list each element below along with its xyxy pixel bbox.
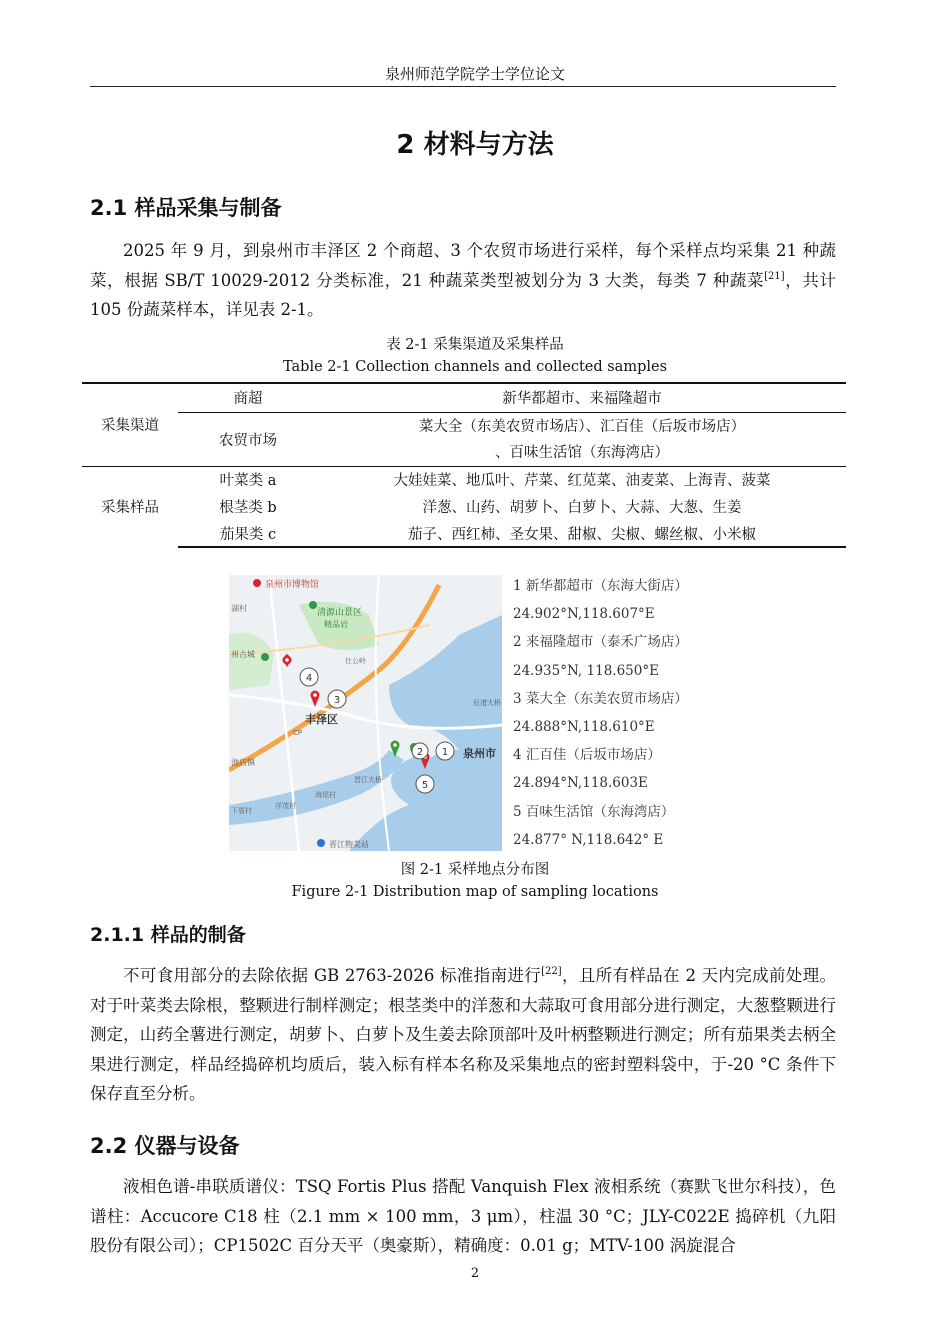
map-pin-red bbox=[311, 691, 320, 708]
table-2-1 bbox=[82, 382, 846, 548]
section-2-1-1-heading: 2.1.1 样品的制备 bbox=[90, 924, 246, 946]
legend-coord: 24.877° N,118.642° E bbox=[513, 831, 664, 848]
table-caption-cn: 表 2-1 采集渠道及采集样品 bbox=[386, 337, 564, 353]
legend-name: 2 来福隆超市（泰禾广场店） bbox=[513, 634, 688, 651]
map-label: 洋茂村 bbox=[275, 802, 296, 810]
map-label: 海尾村 bbox=[315, 791, 336, 799]
park-icon bbox=[261, 653, 269, 661]
map-marker-4 bbox=[300, 668, 318, 686]
map-label: 泉州市 bbox=[463, 747, 496, 760]
map-label: 下厝村 bbox=[231, 807, 252, 815]
map-label: 仕公岭 bbox=[345, 657, 366, 665]
legend-coord: 24.888°N,118.610°E bbox=[513, 718, 655, 735]
svg-text:2: 2 bbox=[416, 747, 424, 758]
svg-text:5: 5 bbox=[421, 780, 429, 791]
legend-name: 3 菜大全（东美农贸市场店） bbox=[513, 690, 688, 707]
section-2-1-paragraph bbox=[90, 236, 836, 325]
table-cell-value: 菜大全（东美农贸市场店）、汇百佳（后坂市场店） bbox=[318, 412, 846, 438]
map-marker-1 bbox=[436, 742, 454, 760]
para-text: 液相色谱-串联质谱仪：TSQ Fortis Plus 搭配 Vanquish Flex 液相系统（赛默飞世尔科技），色谱柱：Accucore C18 柱（2.1 mm × 100 mm，3 μm），柱温 30 °C；JLY-C022E 捣碎机（九阳股份有限公司）；CP1502C 百分天平（奥豪斯），精确度：0.01 g；MTV-100 涡旋混合 bbox=[90, 1177, 836, 1255]
museum-icon bbox=[253, 579, 261, 587]
para-text: 不可食用部分的去除依据 GB 2763-2026 标准指南进行 bbox=[123, 966, 542, 985]
table-cell-type: 根茎类 b bbox=[219, 500, 277, 516]
section-2-2-paragraph bbox=[90, 1172, 836, 1261]
table-cell-group: 采集样品 bbox=[82, 466, 178, 547]
section-2-2-heading: 2.2 仪器与设备 bbox=[90, 1134, 240, 1158]
park-icon bbox=[309, 601, 317, 609]
river bbox=[229, 750, 404, 825]
map-label: 精品岩 bbox=[324, 620, 348, 629]
page-number: 2 bbox=[470, 1266, 480, 1281]
citation: [22] bbox=[541, 966, 562, 977]
station-icon bbox=[317, 839, 325, 847]
legend-coord: 24.902°N,118.607°E bbox=[513, 606, 655, 623]
map-label: 湖村 bbox=[231, 604, 247, 613]
table-cell-value: 洋葱、山药、胡萝卜、白萝卜、大蒜、大葱、生姜 bbox=[422, 500, 742, 516]
table-cell-type: 叶菜类 a bbox=[178, 466, 318, 493]
header-rule bbox=[90, 86, 836, 87]
chapter-title: 2 材料与方法 bbox=[396, 130, 554, 160]
map-marker-3 bbox=[328, 690, 346, 708]
legend-name: 5 百味生活馆（东海湾店） bbox=[513, 803, 675, 820]
figure-caption-cn: 图 2-1 采样地点分布图 bbox=[400, 862, 550, 878]
table-cell-value: 茄子、西红柿、圣女果、甜椒、尖椒、螺丝椒、小米椒 bbox=[318, 520, 846, 547]
map-label: 后渚大桥 bbox=[473, 699, 501, 707]
running-header: 泉州师范学院学士学位论文 bbox=[384, 65, 565, 83]
table-cell-type: 茄果类 c bbox=[178, 520, 318, 547]
table-cell-value: 新华都超市、来福隆超市 bbox=[318, 383, 846, 412]
svg-text:4: 4 bbox=[305, 673, 313, 684]
map-pin-red bbox=[283, 654, 292, 667]
legend-name: 4 汇百佳（后坂市场店） bbox=[513, 747, 661, 764]
map-label: 州古城 bbox=[231, 650, 255, 659]
map-label: 清源山景区 bbox=[317, 608, 363, 618]
map-label: 晋江物美站 bbox=[329, 840, 369, 849]
svg-text:3: 3 bbox=[333, 695, 341, 706]
para-text: ，共计 105 份蔬菜样本，详见表 2-1。 bbox=[90, 270, 837, 319]
map-label: 泉州市博物馆 bbox=[265, 580, 320, 590]
table-cell-value: 、百味生活馆（东海湾店） bbox=[495, 445, 669, 462]
table-cell-group: 采集渠道 bbox=[82, 383, 178, 466]
map-label: 晋江大桥 bbox=[354, 776, 382, 784]
section-2-1-heading: 2.1 样品采集与制备 bbox=[90, 196, 282, 220]
map-label: 丰泽区 bbox=[305, 713, 338, 726]
map-legend bbox=[513, 572, 688, 854]
legend-coord: 24.935°N, 118.650°E bbox=[513, 662, 659, 679]
map-marker-5 bbox=[416, 775, 434, 793]
section-2-1-1-paragraph bbox=[90, 961, 836, 1109]
figure-caption-en: Figure 2-1 Distribution map of sampling locations bbox=[291, 884, 659, 900]
legend-name: 1 新华都超市（东海大街店） bbox=[513, 578, 688, 594]
legend-coord: 24.894°N,118.603E bbox=[513, 775, 648, 792]
table-cell-type: 农贸市场 bbox=[178, 412, 318, 466]
map-label: 池店镇 bbox=[231, 758, 255, 767]
road bbox=[376, 575, 389, 851]
table-cell-value: 大娃娃菜、地瓜叶、芹菜、红苋菜、油麦菜、上海青、菠菜 bbox=[318, 466, 846, 493]
para-text: ，且所有样品在 2 天内完成前处理。对于叶菜类去除根，整颗进行制样测定；根茎类中的洋葱和大蒜取可食用部分进行测定，大葱整颗进行测定，山药全薯进行测定，胡萝卜、白萝卜及生姜去除顶部叶及叶柄整颗进行测定；所有茄果类去柄全果进行测定，样品经捣碎机均质后，装入标有样本名称及采集地点的密封塑料袋中，于-20 °C 条件下保存直至分析。 bbox=[90, 966, 836, 1103]
svg-text:1: 1 bbox=[441, 747, 449, 758]
para-text: 2025 年 9 月，到泉州市丰泽区 2 个商超、3 个农贸市场进行采样，每个采样点均采集 21 种蔬菜，根据 SB/T 10029-2012 分类标准，21 种蔬菜类型被划分为 3 大类，每类 7 种蔬菜 bbox=[90, 241, 836, 290]
sampling-map bbox=[229, 575, 502, 851]
table-cell-type: 商超 bbox=[178, 383, 318, 412]
table-caption-en: Table 2-1 Collection channels and collected samples bbox=[282, 359, 668, 375]
map-label: CP bbox=[293, 729, 303, 737]
citation: [21] bbox=[764, 270, 785, 282]
map-marker-2 bbox=[412, 743, 428, 759]
park-area bbox=[229, 633, 274, 691]
